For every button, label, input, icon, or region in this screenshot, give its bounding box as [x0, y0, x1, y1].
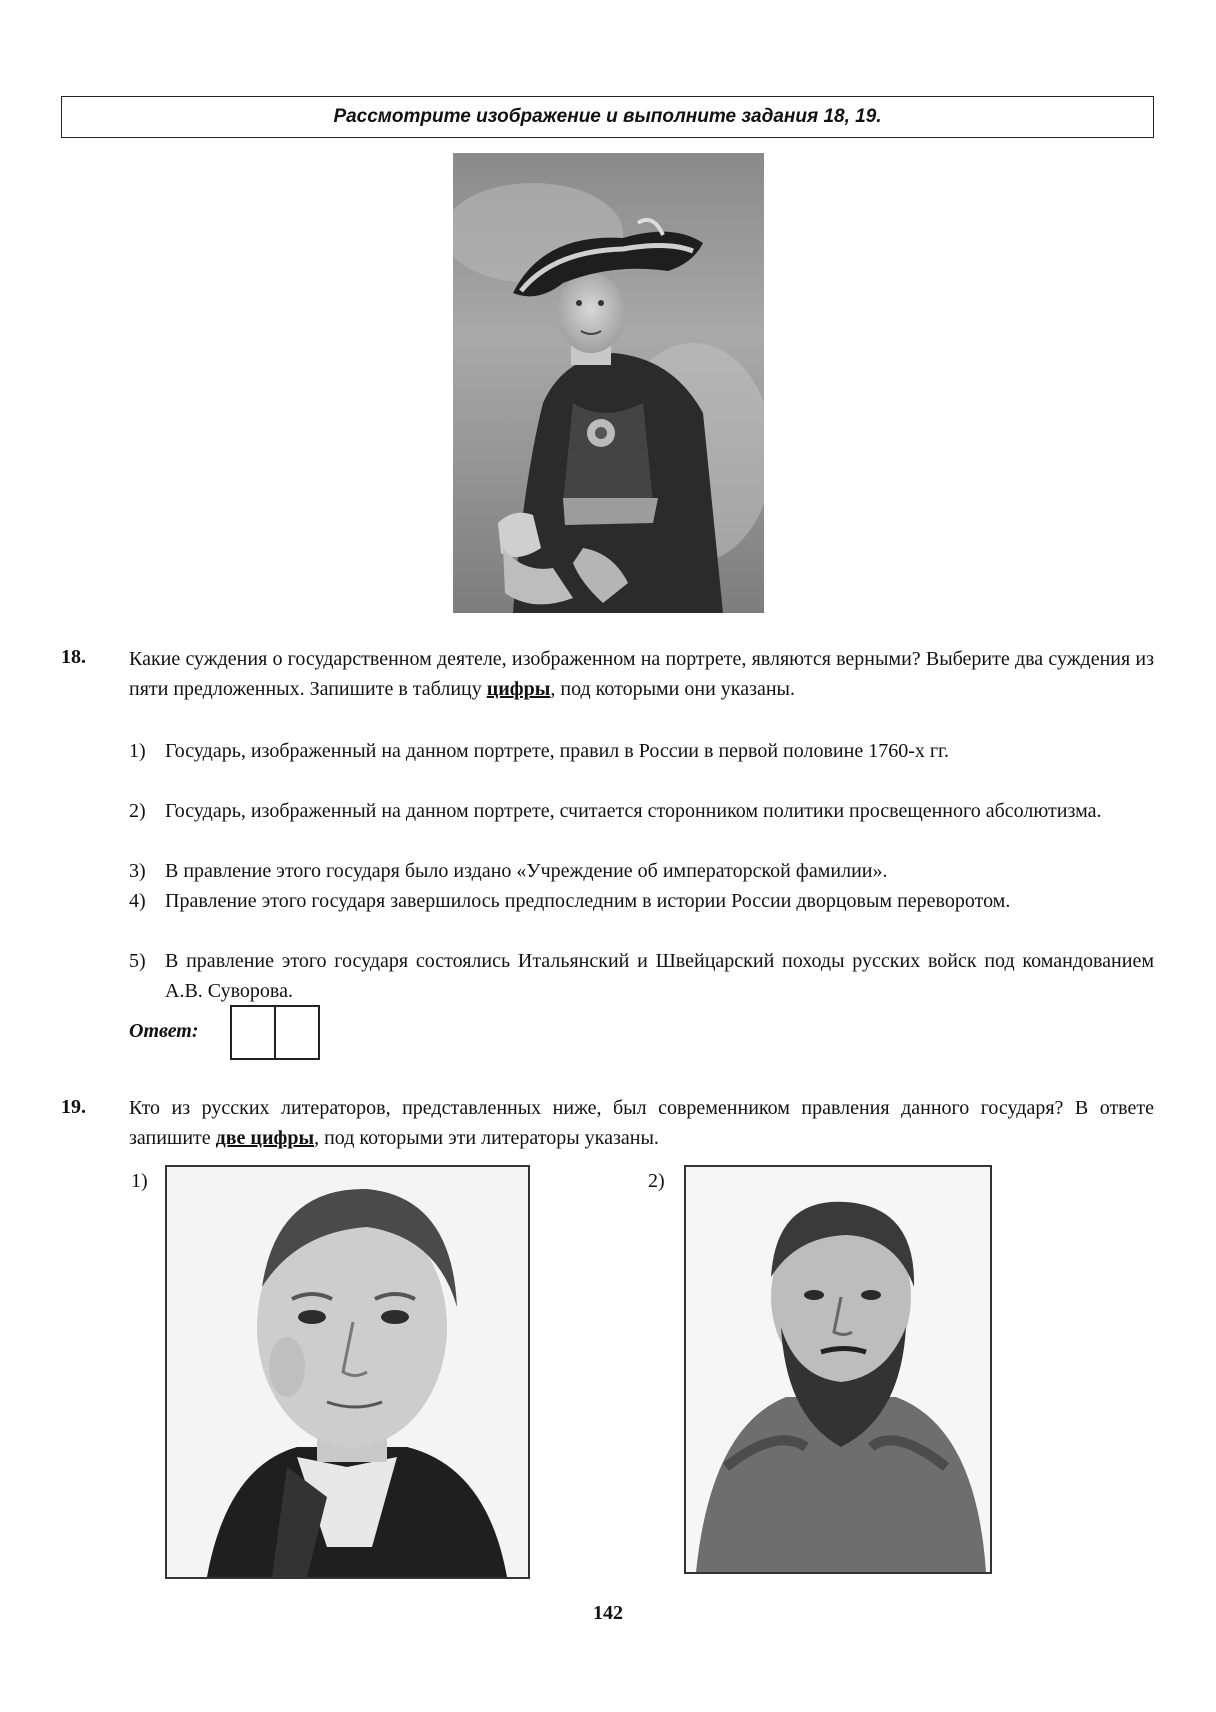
picture-1-label: 1) [131, 1170, 148, 1192]
q18-option-2-text: Государь, изображенный на данном портрете, считается сторонником политики просвещенного абсолютизма. [165, 800, 1102, 822]
q18-option-4-text: Правление этого государя завершилось предпоследним в истории России дворцовым переворотом. [165, 890, 1011, 912]
q18-option-1-number: 1) [129, 740, 146, 762]
q18-option-3 [129, 856, 1154, 886]
q18-answer-label: Ответ: [129, 1020, 199, 1042]
question-19-text [129, 1093, 1154, 1153]
q18-option-2 [129, 796, 1154, 826]
question-18-text-part1: Какие суждения о государственном деятеле, изображенном на портрете, являются верными? Выберите два суждения из пяти предложенных. Запишите в таблицу [129, 648, 1154, 700]
q18-option-2-number: 2) [129, 800, 146, 822]
picture-2-label: 2) [648, 1170, 665, 1192]
question-18-text-part2: , под которыми они указаны. [550, 678, 795, 700]
question-18-number: 18. [61, 646, 86, 668]
instruction-header-text: Рассмотрите изображение и выполните задания 18, 19. [333, 106, 882, 127]
q18-option-3-number: 3) [129, 860, 146, 882]
instruction-header [61, 96, 1154, 138]
q18-option-3-text: В правление этого государя было издано «Учреждение об императорской фамилии». [165, 860, 888, 882]
question-18-text [129, 644, 1154, 704]
q18-answer-cell-2[interactable] [276, 1007, 318, 1058]
q18-option-5 [129, 946, 1154, 1006]
q18-answer-box[interactable] [230, 1005, 320, 1060]
q18-option-4 [129, 886, 1154, 916]
literator-portrait-2 [684, 1165, 992, 1574]
q18-option-5-number: 5) [129, 950, 146, 972]
page-number: 142 [593, 1602, 623, 1624]
q18-answer-cell-1[interactable] [232, 1007, 276, 1058]
q18-option-1-text: Государь, изображенный на данном портрете, правил в России в первой половине 1760-х гг. [165, 740, 950, 762]
q18-option-1 [129, 736, 1154, 766]
literator-portrait-1 [165, 1165, 530, 1579]
question-19-text-part1: Кто из русских литераторов, представленных ниже, был современником правления данного государя? В ответе запишите [129, 1097, 1154, 1149]
q18-option-5-text: В правление этого государя состоялись Итальянский и Швейцарский походы русских войск под командованием А.В. Суворова. [165, 950, 1154, 1002]
question-19-text-part2: , под которыми эти литераторы указаны. [314, 1127, 659, 1149]
question-19-number: 19. [61, 1096, 86, 1118]
question-18-emphasis: цифры [486, 678, 551, 700]
emperor-portrait [453, 153, 764, 613]
question-19-emphasis: две цифры [215, 1127, 315, 1149]
q18-option-4-number: 4) [129, 890, 146, 912]
